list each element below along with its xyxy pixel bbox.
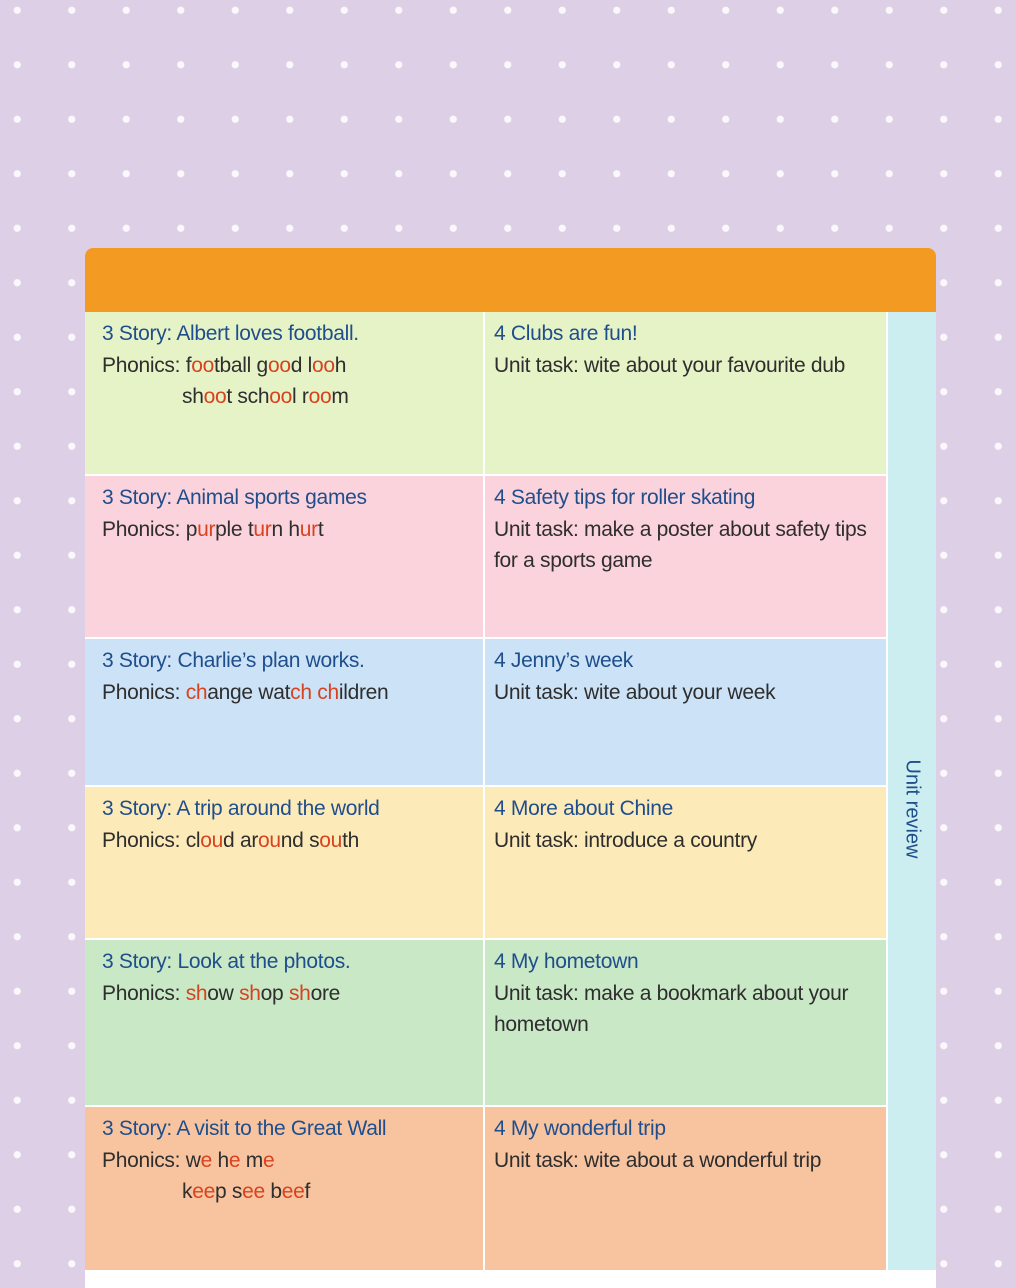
task-cell [485,787,886,938]
bottom-edge [85,1270,936,1288]
unit-task-line: Unit task: introduce a country [494,828,757,852]
phonics-words-line2 [102,381,483,413]
unit-task-line: Unit task: wite about a wonderful trip [494,1148,822,1172]
unit-task-line2: for a sports game [494,549,653,572]
task-cell [485,940,886,1105]
story-title: 3 Story: Charlie’s plan works. [102,649,365,672]
lesson-title: 4 My hometown [494,950,639,973]
phonics-text: n h [271,517,300,541]
task-cell [485,476,886,637]
unit-task-line: Unit task: make a bookmark about your [494,981,849,1005]
phonics-highlight: oo [203,385,227,408]
lesson-title: 4 Jenny’s week [494,649,633,672]
lessons-grid [85,312,886,1279]
phonics-words [180,982,340,1005]
phonics-text: k [182,1180,193,1203]
unit-review-column [886,312,936,1288]
lesson-title: 4 Clubs are fun! [494,322,638,345]
unit-review-label: Unit review [901,759,924,859]
phonics-label: Phonics: [102,981,181,1005]
phonics-highlight: e [228,1148,241,1172]
phonics-highlight: ee [281,1180,305,1203]
phonics-text: ple t [215,517,254,541]
table-row [85,476,886,639]
phonics-highlight: ur [299,517,318,541]
header-bar [85,248,936,312]
story-cell [85,940,485,1105]
task-cell [485,639,886,785]
phonics-highlight: sh [288,981,311,1005]
table-row [85,639,886,787]
phonics-words [180,1149,274,1172]
story-title: 3 Story: A trip around the world [102,797,380,820]
phonics-label: Phonics: [102,680,181,704]
phonics-text: t sch [226,385,270,408]
unit-task-line: Unit task: wite about your favourite dub [494,353,846,377]
story-title: 3 Story: A visit to the Great Wall [102,1117,387,1140]
phonics-text: f [180,353,192,377]
phonics-text: th [342,828,359,852]
phonics-text: tball g [214,353,268,377]
phonics-text: l r [291,385,309,408]
table-row [85,1107,886,1279]
lesson-title: 4 More about Chine [494,797,674,820]
table-row [85,312,886,476]
phonics-words-line2 [102,1176,483,1208]
phonics-highlight: oo [191,353,214,377]
phonics-highlight: ee [192,1180,215,1203]
story-cell [85,476,485,637]
story-title: 3 Story: Look at the photos. [102,950,351,973]
table-row [85,787,886,940]
story-cell [85,639,485,785]
phonics-words [180,681,388,704]
phonics-label: Phonics: [102,1148,181,1172]
phonics-text: nd s [280,828,320,852]
phonics-highlight: ou [319,828,343,852]
phonics-text: f [304,1180,311,1203]
phonics-text: b [264,1180,282,1203]
phonics-line [102,514,483,546]
phonics-text: sh [182,385,204,408]
phonics-highlight: oo [269,385,292,408]
phonics-text: ow [207,981,240,1005]
phonics-text: p s [214,1180,243,1203]
phonics-highlight: ch [290,680,312,704]
phonics-highlight: ur [197,517,216,541]
phonics-text: cl [180,828,201,852]
lesson-title: 4 Safety tips for roller skating [494,486,756,509]
phonics-text: t [317,517,324,541]
phonics-text: m [240,1148,263,1172]
story-title: 3 Story: Albert loves football. [102,322,359,345]
phonics-highlight: ou [200,828,224,852]
phonics-label: Phonics: [102,828,181,852]
phonics-line [102,978,483,1010]
story-cell [85,1107,485,1277]
phonics-highlight: ou [258,828,281,852]
phonics-text: h [211,1148,229,1172]
phonics-highlight: ee [242,1180,265,1203]
phonics-text: op [260,981,289,1005]
phonics-highlight: sh [185,981,208,1005]
phonics-words [180,354,346,377]
phonics-text: ange wat [207,680,291,704]
task-cell [485,312,886,474]
contents-table-card [85,248,936,1288]
phonics-text: p [180,517,198,541]
phonics-label: Phonics: [102,353,181,377]
phonics-text: d l [290,353,312,377]
unit-task-line: Unit task: wite about your week [494,680,776,704]
task-cell [485,1107,886,1277]
phonics-highlight: oo [308,385,332,408]
story-cell [85,787,485,938]
phonics-text: ildren [338,680,389,704]
phonics-text: ore [310,981,341,1005]
phonics-text: d ar [223,828,259,852]
phonics-line [102,677,483,709]
phonics-highlight: e [200,1148,212,1172]
phonics-line [102,1145,483,1177]
phonics-highlight: sh [239,981,261,1005]
phonics-highlight: ur [253,517,272,541]
phonics-highlight: ch [317,680,339,704]
table-row [85,940,886,1107]
phonics-highlight: oo [267,353,291,377]
phonics-words [180,518,323,541]
story-cell [85,312,485,474]
phonics-highlight: ch [185,680,208,704]
phonics-highlight: oo [312,353,335,377]
phonics-text: m [331,385,349,408]
lesson-title: 4 My wonderful trip [494,1117,666,1140]
phonics-text: h [334,353,347,377]
phonics-label: Phonics: [102,517,181,541]
phonics-highlight: e [263,1148,275,1172]
phonics-text: w [180,1148,201,1172]
story-title: 3 Story: Animal sports games [102,486,367,509]
phonics-line [102,350,483,382]
phonics-line [102,825,483,857]
unit-task-line: Unit task: make a poster about safety tips [494,517,867,541]
unit-task-line2: hometown [494,1013,589,1036]
phonics-words [180,829,359,852]
